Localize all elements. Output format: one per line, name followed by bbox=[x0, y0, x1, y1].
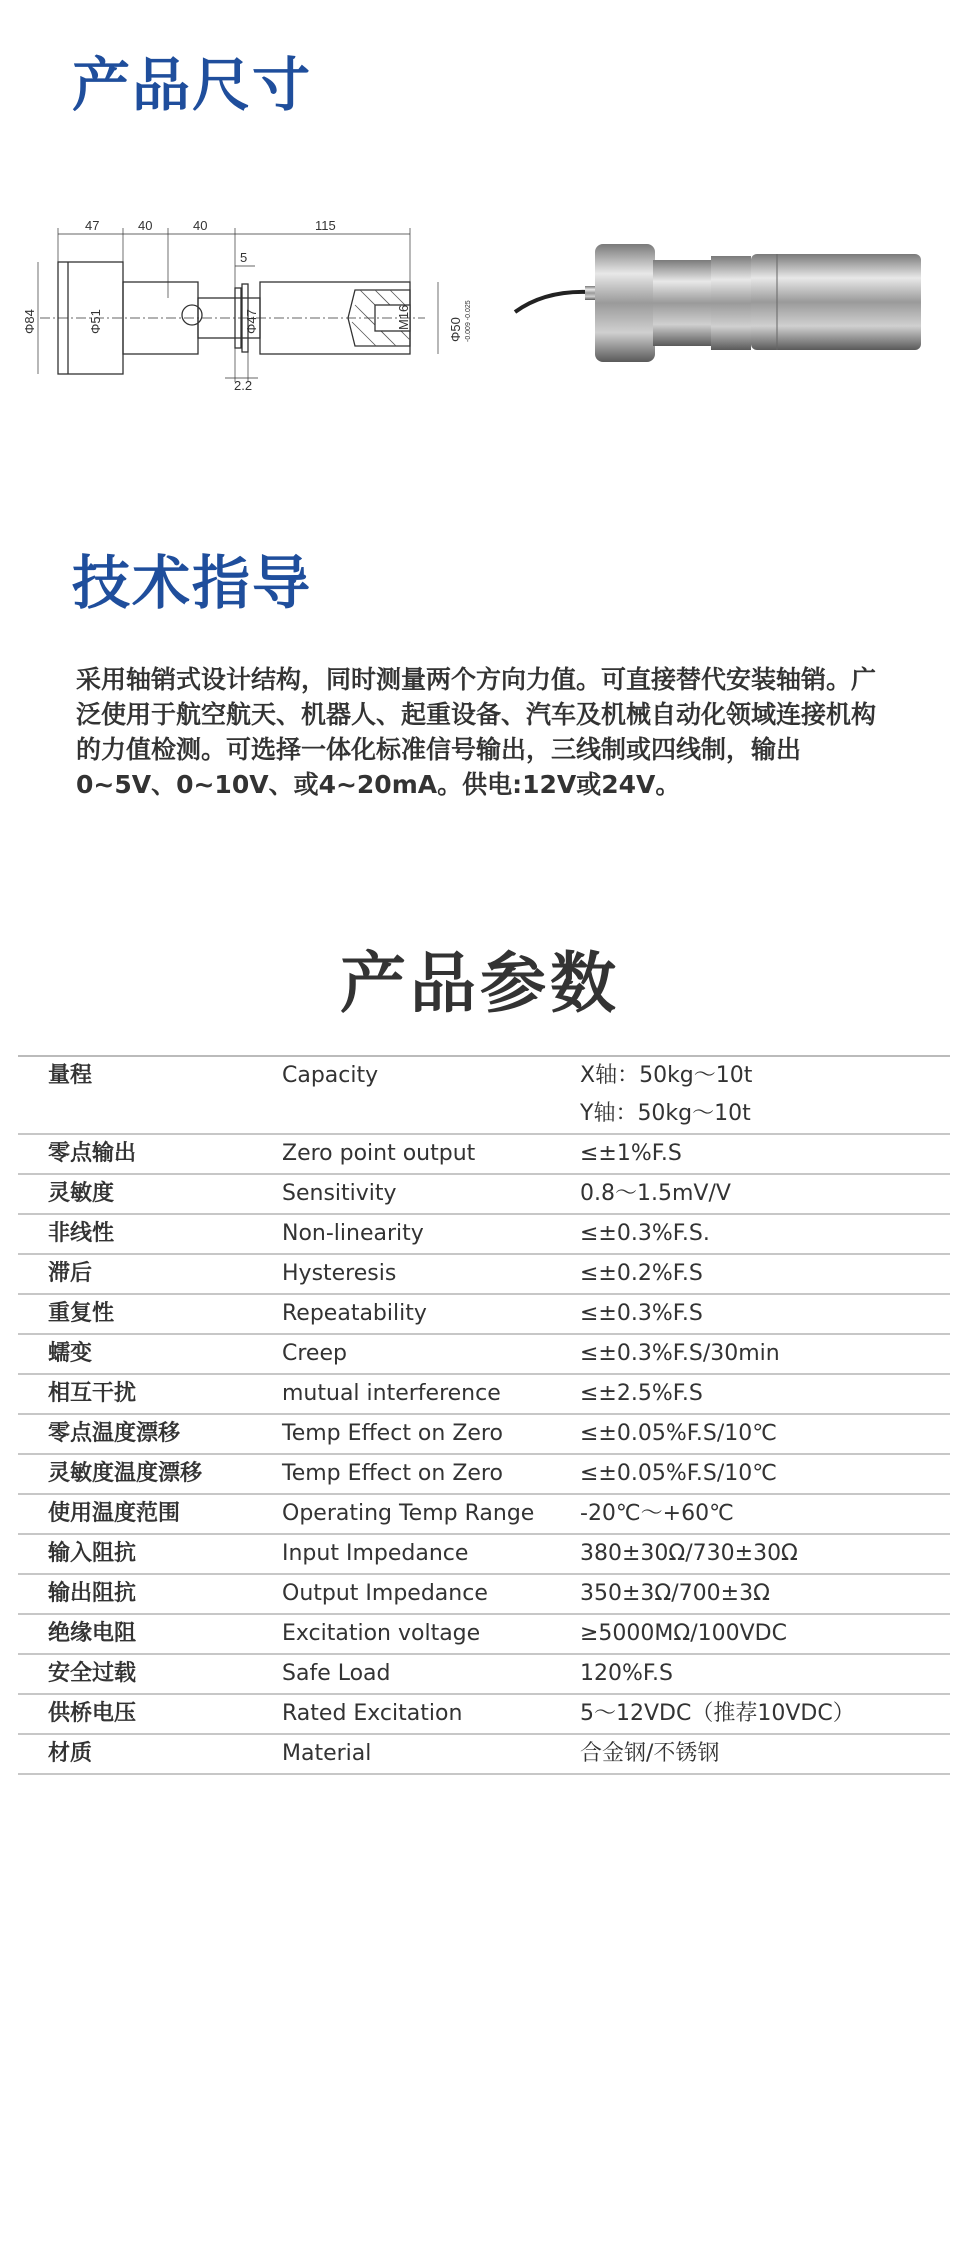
param-value bbox=[580, 1575, 950, 1613]
dim-2-2: 2.2 bbox=[234, 378, 253, 393]
dim-m16: M16 bbox=[396, 304, 411, 330]
table-row bbox=[18, 1455, 950, 1495]
param-name-cn: 重复性 bbox=[48, 1301, 115, 1326]
params-table bbox=[18, 1055, 950, 1775]
param-value bbox=[580, 1495, 950, 1533]
param-value-line: ≤±0.2%F.S bbox=[580, 1261, 703, 1286]
param-name-en: Repeatability bbox=[282, 1301, 427, 1326]
dim-115: 115 bbox=[315, 218, 336, 233]
param-value bbox=[580, 1175, 950, 1213]
param-value-line: ≤±0.05%F.S/10℃ bbox=[580, 1421, 777, 1446]
param-value bbox=[580, 1335, 950, 1373]
param-name-en: Material bbox=[282, 1741, 372, 1766]
param-name-cn: 使用温度范围 bbox=[48, 1501, 181, 1526]
param-name-en: Temp Effect on Zero bbox=[282, 1421, 503, 1446]
param-name-cn: 材质 bbox=[48, 1741, 93, 1766]
param-name-cn: 零点温度漂移 bbox=[48, 1421, 181, 1446]
param-name-cn: 量程 bbox=[48, 1063, 93, 1088]
dim-phi84: Φ84 bbox=[22, 309, 37, 334]
param-name-cn: 输入阻抗 bbox=[48, 1541, 137, 1566]
param-name-en: Capacity bbox=[282, 1063, 379, 1088]
param-name-en: Rated Excitation bbox=[282, 1701, 463, 1726]
param-value-line: ≤±0.05%F.S/10℃ bbox=[580, 1461, 777, 1486]
dim-47: 47 bbox=[85, 218, 100, 233]
section-title-tech: 技术指导 bbox=[72, 549, 313, 617]
param-value bbox=[580, 1375, 950, 1413]
param-name-en: Excitation voltage bbox=[282, 1621, 481, 1646]
dim-phi50: Φ50 bbox=[448, 317, 463, 342]
param-value-line: -20℃～+60℃ bbox=[580, 1501, 734, 1526]
table-row bbox=[18, 1415, 950, 1455]
table-row bbox=[18, 1335, 950, 1375]
param-value-line: ≤±1%F.S bbox=[580, 1141, 682, 1166]
param-value-line: 380±30Ω/730±30Ω bbox=[580, 1541, 798, 1566]
param-value-line: 5～12VDC（推荐10VDC） bbox=[580, 1701, 855, 1726]
param-value-line: ≤±0.3%F.S bbox=[580, 1301, 703, 1326]
param-name-cn: 灵敏度 bbox=[48, 1181, 115, 1206]
table-row bbox=[18, 1255, 950, 1295]
table-row bbox=[18, 1375, 950, 1415]
table-row bbox=[18, 1215, 950, 1255]
dimension-drawing bbox=[22, 210, 500, 393]
param-value bbox=[580, 1615, 950, 1653]
param-value bbox=[580, 1135, 950, 1173]
table-row bbox=[18, 1535, 950, 1575]
dim-40a: 40 bbox=[138, 218, 153, 233]
param-value-line: ≤±0.3%F.S/30min bbox=[580, 1341, 780, 1366]
product-photo bbox=[515, 230, 945, 380]
table-row bbox=[18, 1057, 950, 1135]
param-name-en: Output Impedance bbox=[282, 1581, 488, 1606]
param-value-line: 120%F.S bbox=[580, 1661, 673, 1686]
table-row bbox=[18, 1575, 950, 1615]
param-name-cn: 蠕变 bbox=[48, 1341, 93, 1366]
dim-tolerance: -0.009 -0.025 bbox=[465, 300, 472, 342]
param-name-cn: 滞后 bbox=[48, 1261, 93, 1286]
param-name-cn: 灵敏度温度漂移 bbox=[48, 1461, 203, 1486]
param-value bbox=[580, 1057, 950, 1133]
param-value-line: ≥5000MΩ/100VDC bbox=[580, 1621, 787, 1646]
param-value-line: Y轴：50kg～10t bbox=[580, 1101, 751, 1126]
param-name-en: mutual interference bbox=[282, 1381, 501, 1406]
table-row bbox=[18, 1295, 950, 1335]
param-value bbox=[580, 1415, 950, 1453]
param-value-line: ≤±2.5%F.S bbox=[580, 1381, 703, 1406]
table-row bbox=[18, 1615, 950, 1655]
param-name-cn: 供桥电压 bbox=[48, 1701, 137, 1726]
dim-phi51: Φ51 bbox=[88, 309, 103, 334]
table-row bbox=[18, 1735, 950, 1775]
dim-phi47: Φ47 bbox=[244, 309, 259, 334]
param-value bbox=[580, 1295, 950, 1333]
param-name-cn: 输出阻抗 bbox=[48, 1581, 137, 1606]
section-title-dimensions: 产品尺寸 bbox=[72, 51, 313, 119]
param-name-en: Sensitivity bbox=[282, 1181, 397, 1206]
tech-description: 采用轴销式设计结构，同时测量两个方向力值。可直接替代安装轴销。广泛使用于航空航天、机器人、起重设备、汽车及机械自动化领域连接机构的力值检测。可选择一体化标准信号输出，三线制或四线制，输出0~5V、0~10V、或4~20mA。供电:12V或24V。 bbox=[76, 665, 877, 799]
param-name-cn: 相互干扰 bbox=[48, 1381, 137, 1406]
param-name-en: Input Impedance bbox=[282, 1541, 469, 1566]
table-row bbox=[18, 1695, 950, 1735]
param-value bbox=[580, 1695, 950, 1733]
param-name-en: Temp Effect on Zero bbox=[282, 1461, 503, 1486]
param-name-en: Safe Load bbox=[282, 1661, 391, 1686]
param-value-line: X轴：50kg～10t bbox=[580, 1063, 753, 1088]
section-title-params: 产品参数 bbox=[340, 945, 620, 1022]
param-value-line: 合金钢/不锈钢 bbox=[580, 1741, 720, 1766]
param-value-line: ≤±0.3%F.S. bbox=[580, 1221, 710, 1246]
param-value bbox=[580, 1655, 950, 1693]
param-value bbox=[580, 1735, 950, 1773]
param-value bbox=[580, 1535, 950, 1573]
param-name-cn: 非线性 bbox=[48, 1221, 115, 1246]
param-name-en: Creep bbox=[282, 1341, 347, 1366]
table-row bbox=[18, 1135, 950, 1175]
table-row bbox=[18, 1655, 950, 1695]
table-row bbox=[18, 1175, 950, 1215]
param-value-line: 0.8～1.5mV/V bbox=[580, 1181, 731, 1206]
param-value-line: 350±3Ω/700±3Ω bbox=[580, 1581, 770, 1606]
param-name-cn: 绝缘电阻 bbox=[48, 1621, 137, 1646]
table-row bbox=[18, 1495, 950, 1535]
param-name-cn: 零点输出 bbox=[48, 1141, 137, 1166]
param-name-en: Hysteresis bbox=[282, 1261, 397, 1286]
param-name-en: Operating Temp Range bbox=[282, 1501, 535, 1526]
dim-40b: 40 bbox=[193, 218, 208, 233]
param-value bbox=[580, 1255, 950, 1293]
param-name-en: Non-linearity bbox=[282, 1221, 424, 1246]
param-name-en: Zero point output bbox=[282, 1141, 476, 1166]
param-value bbox=[580, 1455, 950, 1493]
dim-5: 5 bbox=[240, 250, 248, 265]
param-name-cn: 安全过载 bbox=[48, 1661, 137, 1686]
param-value bbox=[580, 1215, 950, 1253]
